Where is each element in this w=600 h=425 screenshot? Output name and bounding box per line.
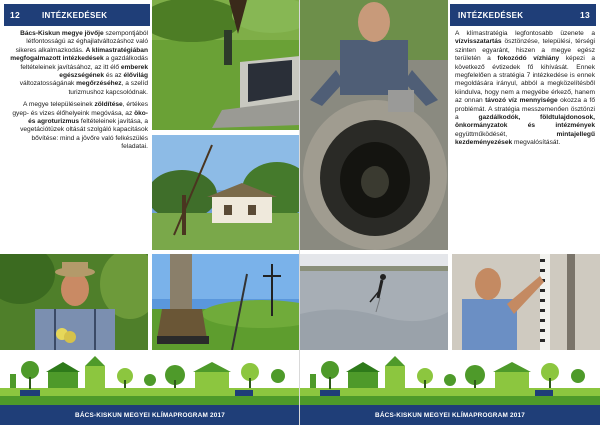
right-page	[300, 0, 600, 425]
farmer-with-fruit-photo	[0, 254, 148, 350]
page-footer: BÁCS-KISKUN MEGYEI KLÍMAPROGRAM 2017	[300, 405, 600, 425]
left-page-header	[4, 4, 150, 26]
page-header-title: INTÉZKEDÉSEK	[458, 10, 524, 20]
farmhouse-well-photo	[152, 135, 300, 250]
hiker-boots-photo	[152, 254, 300, 350]
page-footer: BÁCS-KISKUN MEGYEI KLÍMAPROGRAM 2017	[0, 405, 300, 425]
right-paragraph-1: A klímastratégia legfontosabb üzenete a vízvisszatartás ösztönzése, települési, térségi szinten egyaránt, hiszen a megye egész területén a fokozódó vízhiány képezi a következő évtizedek fő kihívását. Ennek megfelelően a stratégia 7 intézkedése is ennek megoldására irányul, abból a megközelítésből kiindulva, hogy nem a megyébe érkező, hanem az onnan távozó víz mennyisége okozza a fő problémát. A stratégia messzemenően ösztönzi a gazdálkodók, földtulajdonosok, önkormányzatok és intézmények együttműködését, mintajellegű kezdeményezések megvalósítását.	[455, 30, 596, 147]
left-paragraph-1: Bács-Kiskun megye jövője szempontjából létfontosságú az éghajlatváltozáshoz való sikeres alkalmazkodás. A klímastratégiában megfogalmazott intézkedések a gazdálkodás feltételeinek javításához, az itt élő emberek egészségének és az élővilág változatosságának megőrzéséhez, a szelíd turizmushoz kapcsolódnak.	[10, 30, 148, 96]
page-number: 13	[579, 10, 590, 20]
laptop-in-field-photo	[152, 0, 300, 130]
man-at-gauge-photo	[452, 254, 600, 350]
shallow-lake-photo	[300, 254, 448, 350]
left-text-column	[8, 30, 148, 156]
village-illustration-band	[0, 350, 300, 405]
right-page-header	[450, 4, 596, 26]
right-text-column	[455, 30, 595, 152]
old-man-at-well-photo	[300, 0, 448, 250]
left-paragraph-2: A megye településeinek zöldítése, értékes gyep- és vizes élőhelyeink megóvása, az öko- és agroturizmus feltételeinek javítása, a vegetációtüzek oltását szolgáló kapacitások bővítése: mind a jövőre való felkészülés feladatai.	[12, 101, 148, 151]
village-illustration-band	[300, 350, 600, 405]
page-number: 12	[10, 10, 21, 20]
page-header-title: INTÉZKEDÉSEK	[42, 10, 108, 20]
